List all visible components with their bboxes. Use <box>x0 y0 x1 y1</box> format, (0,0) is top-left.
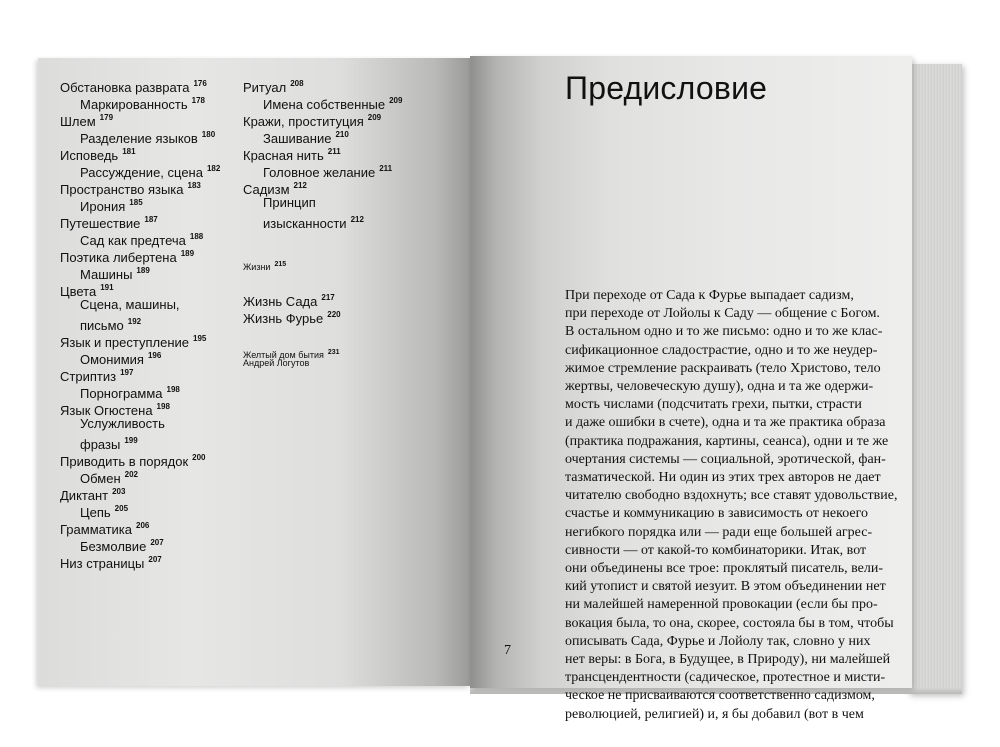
text-line: описывать Сада, Фурье и Лойолу так, словно у них <box>565 633 871 649</box>
toc-item: Язык и преступление $^{195}$ <box>60 334 207 350</box>
toc-item: Сад как предтеча $^{188}$ <box>80 232 204 248</box>
toc-item: Ирония $^{185}$ <box>80 198 143 214</box>
text-line: революцией, религией) и, я бы добавил (вот в чем <box>565 706 864 722</box>
toc-item: Обстановка разврата $^{176}$ <box>60 79 207 95</box>
text-line: В остальном одно и то же письмо: одно и то же клас- <box>565 324 883 340</box>
toc-item: Принцип <box>263 195 316 210</box>
toc-item: изысканности $^{212}$ <box>263 215 364 231</box>
toc-item: Рассуждение, сцена $^{182}$ <box>80 164 221 180</box>
text-line: и даже ошибки в счете), одна и та же практика образа <box>565 415 886 431</box>
toc-item: Услужливость <box>80 416 165 431</box>
toc-item: Путешествие $^{187}$ <box>60 215 158 231</box>
toc-item: Стриптиз $^{197}$ <box>60 368 134 384</box>
toc-item: Кражи, проституция $^{209}$ <box>243 113 382 129</box>
toc-item: Головное желание $^{211}$ <box>263 164 393 180</box>
text-line: сификационное сладострастие, одно и то же неудер- <box>565 342 878 358</box>
toc-afterword-title: Желтый дом бытия $^{231}$ <box>243 349 340 360</box>
toc-section-zhizni: Жизни $^{215}$ <box>243 261 287 272</box>
text-line: негибкого порядка или — ради еще большей агрес- <box>565 524 873 540</box>
toc-item: письмо $^{192}$ <box>80 317 142 333</box>
text-line: нет веры: в Бога, в Будущее, в Природу), ни малейшей <box>565 652 891 668</box>
text-line: они объединены все трое: проклятый писатель, вели- <box>565 561 883 577</box>
text-line: мость числами (подсчитать грехи, пытки, страсти <box>565 397 862 413</box>
toc-item: Цвета $^{191}$ <box>60 283 114 299</box>
toc-item: Красная нить $^{211}$ <box>243 147 341 163</box>
toc-item: Пространство языка $^{183}$ <box>60 181 201 197</box>
toc-item: Имена собственные $^{209}$ <box>263 96 403 112</box>
text-line: сивности — от какой-то комбинаторики. Итак, вот <box>565 542 867 558</box>
toc-item: Садизм $^{212}$ <box>243 181 307 197</box>
text-line: очертания системы — социальной, эротической, фан- <box>565 451 886 467</box>
toc-item: Шлем $^{179}$ <box>60 113 114 129</box>
toc-item: Разделение языков $^{180}$ <box>80 130 216 146</box>
toc-item: Машины $^{189}$ <box>80 266 150 282</box>
page-number: 7 <box>504 643 511 658</box>
toc-item: Диктант $^{203}$ <box>60 487 126 503</box>
toc-item: Сцена, машины, <box>80 297 180 312</box>
text-line: счастье и коммуникацию в зависимость от некоего <box>565 506 868 522</box>
toc-item: Жизнь Сада $^{217}$ <box>243 293 335 309</box>
toc-item: Приводить в порядок $^{200}$ <box>60 453 206 469</box>
text-line: вокация была, то она, скорее, состояла бы в том, чтобы <box>565 615 894 631</box>
toc-item: Порнограмма $^{198}$ <box>80 385 180 401</box>
text-line: жертвы, человеческую душу), одна и та же одержи- <box>565 379 874 395</box>
text-line: трансцендентности (садическое, протестное и мисти- <box>565 670 886 686</box>
toc-item: Исповедь $^{181}$ <box>60 147 136 163</box>
toc-item: Маркированность $^{178}$ <box>80 96 206 112</box>
toc-item: Низ страницы $^{207}$ <box>60 555 162 571</box>
page-stack-edge <box>908 64 962 694</box>
text-line: ческое не присваиваются соответственно садизмом, <box>565 688 875 704</box>
text-line: (практика подражания, картины, сеанса), одни и те же <box>565 433 889 449</box>
text-line: читателю свободно вздохнуть; все ставят удовольствие, <box>565 488 898 504</box>
text-line: тазматической. Ни один из этих трех авторов не дает <box>565 470 881 486</box>
text-line: кий утопист и святой иезуит. В этом объединении нет <box>565 579 886 595</box>
toc-item: Ритуал $^{208}$ <box>243 79 304 95</box>
toc-item: Безмолвие $^{207}$ <box>80 538 164 554</box>
toc-afterword-author: Андрей Логутов <box>243 358 310 368</box>
toc-item: Язык Огюстена $^{198}$ <box>60 402 170 418</box>
toc-item: фразы $^{199}$ <box>80 436 138 452</box>
toc-item: Цепь $^{205}$ <box>80 504 129 520</box>
toc-item: Жизнь Фурье $^{220}$ <box>243 310 341 326</box>
body-text <box>565 287 898 724</box>
text-line: при переходе от Лойолы к Саду — общение с Богом. <box>565 306 880 322</box>
text-line: жимое стремление раскраивать (тело Христово, тело <box>565 360 881 376</box>
toc-item: Омонимия $^{196}$ <box>80 351 162 367</box>
page-title: Предисловие <box>565 70 768 106</box>
text-line: При переходе от Сада к Фурье выпадает садизм, <box>565 288 854 303</box>
toc-item: Грамматика $^{206}$ <box>60 521 150 537</box>
text-line: ни малейшей намеренной провокации (если бы про- <box>565 597 878 613</box>
toc-item: Зашивание $^{210}$ <box>263 130 349 146</box>
toc-item: Обмен $^{202}$ <box>80 470 138 486</box>
toc-item: Поэтика либертена $^{189}$ <box>60 249 195 265</box>
